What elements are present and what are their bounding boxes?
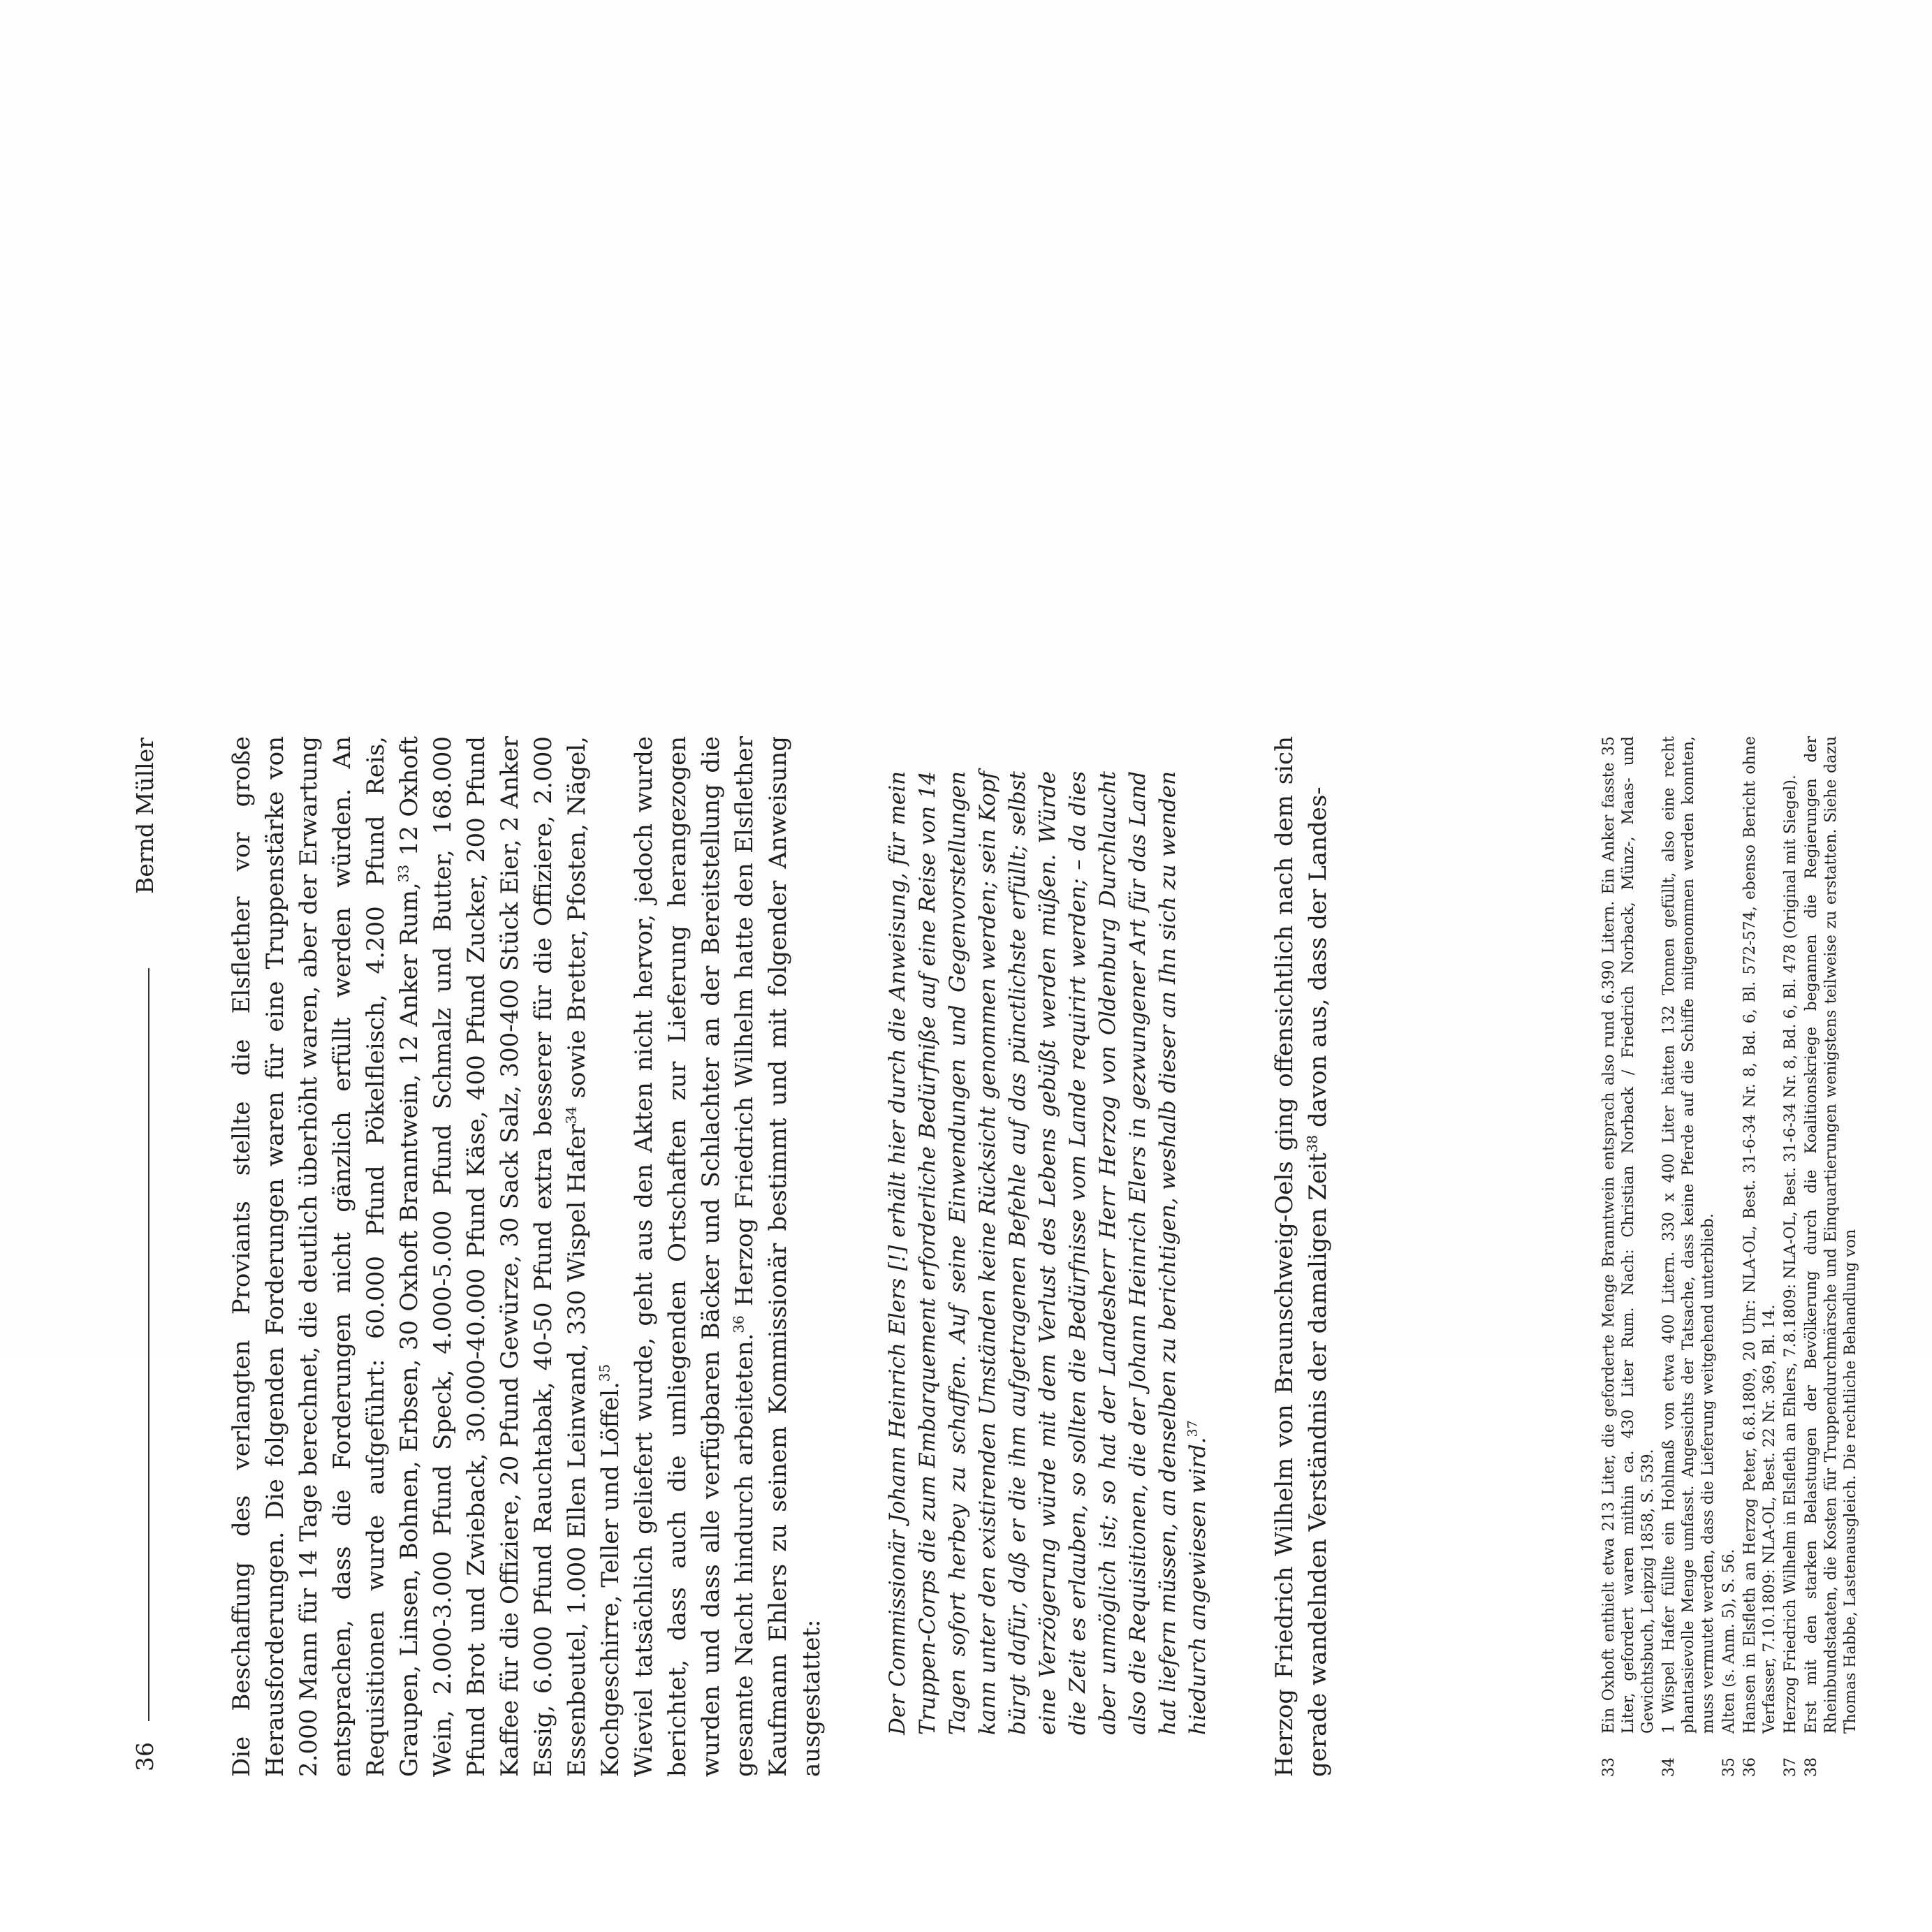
paragraph-requisitions	[225, 736, 627, 1777]
footnotes	[1600, 736, 1862, 1777]
paragraph-text: Die Beschaffung des verlangten Proviants stellte die Elsflether vor große Herausforderungen. Die folgenden Forderungen waren für eine Truppenstärke von 2.000 Mann für 14 Tage berechnet, die deutlich überhöht waren, aber der Erwartung entsprachen, dass die Forderungen nicht gänzlich erfüllt werden würden. An Requisitionen wurde aufgeführt: 60.000 Pfund Pökelfleisch, 4.200 Pfund Reis, Graupen, Linsen, Bohnen, Erbsen, 30 Oxhoft Branntwein, 12 Anker Rum,	[228, 736, 423, 1777]
footnote-text: Hansen in Elsfleth an Herzog Peter, 6.8.1809, 20 Uhr: NLA-OL, Best. 31-6-34 Nr. 8, Bd. 6, Bl. 572-574, ebenso Bericht ohne Verfasser, 7.10.1809: NLA-OL, Best. 22 Nr. 369, Bl. 14.	[1741, 736, 1778, 1734]
footnote	[1600, 736, 1658, 1777]
footnote-number: 37	[1782, 1757, 1799, 1777]
footnote-text: Alten (s. Anm. 5), S. 56.	[1720, 1549, 1738, 1734]
footnote-text: 1 Wispel Hafer füllte ein Hohlmaß von etwa 400 Litern. 330 x 400 Liter hätten 132 Tonnen gefüllt, also eine recht phantasievolle Menge umfasst. Angesichts der Tatsache, dass keine Pferde auf die Schiffe mitgenommen werden konnten, muss vermutet werden, dass die Lieferung weitgehend unterblieb.	[1660, 736, 1717, 1734]
main-text	[225, 736, 1335, 1777]
footnote-number: 36	[1741, 1757, 1759, 1777]
footnote-number: 33	[1600, 1757, 1618, 1777]
running-header	[131, 738, 173, 1771]
footnote-text: Ein Oxhoft enthielt etwa 213 Liter, die geforderte Menge Branntwein entsprach also rund 6.390 Litern. Ein Anker fasste 35 Liter, gefordert waren mithin ca. 430 Liter Rum. Nach: Christian Norback / Friedrich Norback, Münz-, Maas- und Gewichtsbuch, Leipzig 1858, S. 539.	[1600, 736, 1657, 1734]
page-number: 36	[131, 1742, 159, 1771]
paragraph-text: 12 Oxhoft Wein, 2.000-3.000 Pfund Speck, 4.000-5.000 Pfund Schmalz und Butter, 168.000 Pfund Brot und Zwieback, 30.000-40.000 Pfund Käse, 400 Pfund Zucker, 200 Pfund Kaffee für die Offiziere, 20 Pfund Gewürze, 30 Sack Salz, 300-400 Stück Eier, 2 Anker Essig, 6.000 Pfund Rauchtabak, 40-50 Pfund extra besserer für die Offiziere, 2.000 Essenbeutel, 1.000 Ellen Leinwand, 330 Wispel Hafer	[395, 736, 591, 1777]
footnote-text: Herzog Friedrich Wilhelm in Elsfleth an Ehlers, 7.8.1809: NLA-OL, Best. 31-6-34 Nr. 8, Bd. 6, Bl. 478 (Original mit Siegel).	[1782, 775, 1799, 1734]
footnote	[1781, 736, 1801, 1777]
footnote-ref: 37	[1185, 1420, 1201, 1437]
footnote-text: Erst mit den starken Belastungen der Bevölkerung durch die Koalitionskriege begannen die Regierungen der Rheinbundstaaten, die Kosten für Truppendurchmärsche und Einquartierungen wenigstens teilweise zu erstatten. Siehe dazu Thomas Habbe, Lastenausgleich. Die rechtliche Behandlung von	[1803, 736, 1859, 1734]
footnote-number: 34	[1660, 1757, 1678, 1777]
paragraph-text: Herzog Friedrich Wilhelm hatte den Elsflether Kaufmann Ehlers zu seinem Kommissionär bestimmt und mit folgender Anweisung ausgestattet:	[731, 736, 826, 1777]
paragraph-text: sowie Bretter, Pfosten, Nägel, Kochgeschirre, Teller und Löffel.	[563, 736, 624, 1777]
paragraph-delivery	[627, 736, 828, 1777]
block-quote	[883, 771, 1213, 1735]
book-page	[0, 574, 1932, 1932]
footnote-number: 38	[1803, 1757, 1820, 1777]
quote-text: Der Commissionär Johann Heinrich Elers [!] erhält hier durch die Anweisung, für mein Truppen-Corps die zum Embarquement erforderliche Bedürfniße auf eine Reise von 14 Tagen sofort herbey zu schaffen. Auf seine Einwendungen und Gegenvorstellungen kann unter den existirenden Umständen keine Rücksicht genommen werden; sein Kopf bürgt dafür, daß er die ihm aufgetragenen Befehle auf das pünctlichste erfüllt; selbst eine Verzögerung würde mit dem Verlust des Lebens gebüßt werden müßen. Würde die Zeit es erlauben, so sollten die Bedürfnisse vom Lande requirirt werden; – da dies aber unmöglich ist; so hat der Landesherr Herr Herzog von Oldenburg Durchlaucht also die Requisitionen, die der Johann Heinrich Elers in gezwungener Art für das Land hat liefern müssen, an denselben zu berichtigen, weshalb dieser an Ihn sich zu wenden hiedurch angewiesen wird.	[885, 771, 1210, 1735]
footnote-ref: 38	[1303, 1134, 1321, 1153]
footnote-ref: 33	[395, 864, 412, 883]
running-head-author: Bernd Müller	[131, 738, 159, 894]
footnote	[1720, 736, 1739, 1777]
footnote	[1802, 736, 1861, 1777]
footnote-ref: 34	[562, 1106, 580, 1125]
paragraph-text: Herzog Friedrich Wilhelm von Braunschweig-Oels ging offensichtlich nach dem sich gerade wandelnden Verständnis der damaligen Zeit	[1271, 736, 1332, 1777]
footnote	[1660, 736, 1718, 1777]
paragraph-text: Wieviel tatsächlich geliefert wurde, geht aus den Akten nicht hervor, jedoch wurde berichtet, dass auch die umliegenden Ortschaften zur Lieferung herangezogen wurden und dass alle verfügbaren Bäcker und Schlachter an der Bereitstellung die gesamte Nacht hindurch arbeiteten.	[630, 736, 759, 1777]
paragraph-text: davon aus, dass der Landes-	[1304, 786, 1332, 1135]
footnote-ref: 35	[596, 1363, 613, 1382]
footnote	[1741, 736, 1780, 1777]
footnote-ref: 36	[730, 1315, 747, 1333]
footnote-number: 35	[1720, 1757, 1738, 1777]
header-rule	[148, 968, 149, 1721]
paragraph-duke	[1268, 736, 1335, 1777]
